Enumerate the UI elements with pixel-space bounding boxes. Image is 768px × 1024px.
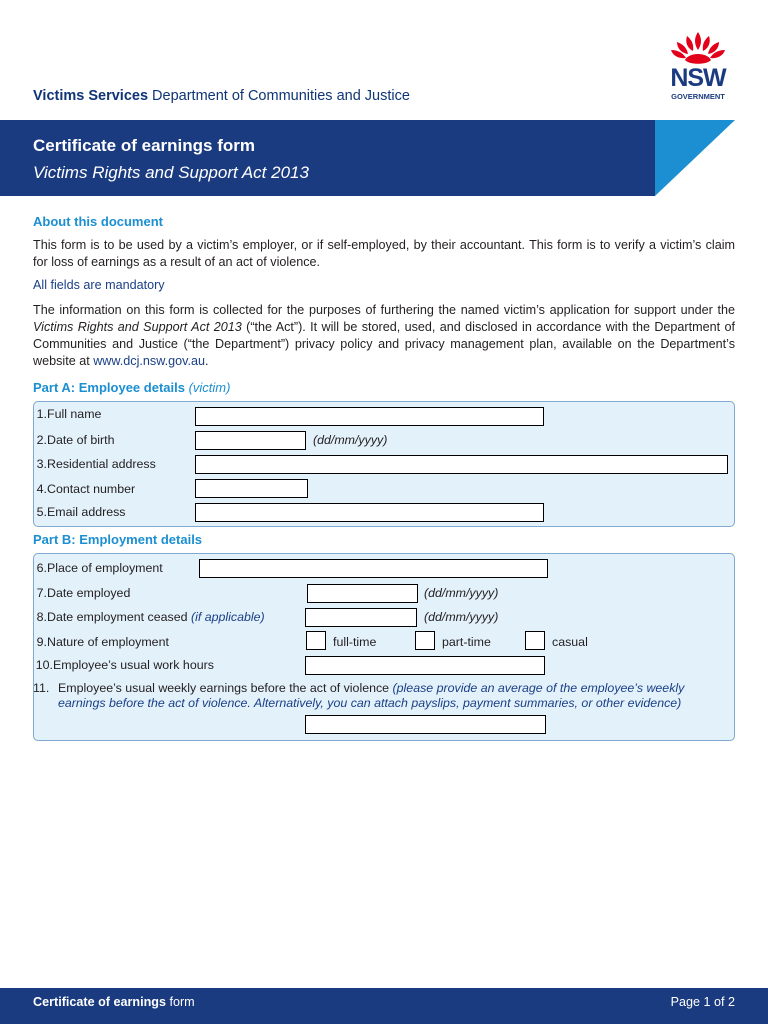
field-number: 10. bbox=[35, 658, 53, 672]
date-employed-input[interactable] bbox=[307, 584, 418, 603]
field-label-text: Nature of employment bbox=[47, 635, 169, 649]
full-name-input[interactable] bbox=[195, 407, 544, 426]
full-time-checkbox[interactable] bbox=[306, 631, 326, 650]
part-time-checkbox[interactable] bbox=[415, 631, 435, 650]
logo-subtext: GOVERNMENT bbox=[671, 92, 725, 101]
date-of-birth-input[interactable] bbox=[195, 431, 306, 450]
field-label-text: Date employment ceased bbox=[47, 610, 188, 624]
part-a-note: (victim) bbox=[188, 380, 231, 395]
privacy-text-end: . bbox=[204, 354, 209, 368]
date-employed-hint: (dd/mm/yyyy) bbox=[424, 586, 499, 600]
field-10-label bbox=[33, 658, 214, 672]
footer-title bbox=[33, 995, 195, 1009]
field-number: 6. bbox=[36, 561, 47, 575]
place-of-employment-input[interactable] bbox=[199, 559, 548, 578]
part-a-title: Part A: Employee details bbox=[33, 380, 185, 395]
field-number: 8. bbox=[36, 610, 47, 624]
email-address-input[interactable] bbox=[195, 503, 544, 522]
full-time-label: full-time bbox=[333, 635, 377, 649]
dob-format-hint: (dd/mm/yyyy) bbox=[313, 433, 388, 447]
form-title: Certificate of earnings form bbox=[33, 136, 255, 155]
casual-checkbox[interactable] bbox=[525, 631, 545, 650]
footer-title-rest: form bbox=[169, 995, 195, 1009]
part-time-label: part-time bbox=[442, 635, 491, 649]
title-banner bbox=[0, 120, 655, 196]
field-6-label bbox=[33, 561, 163, 575]
page-number: Page 1 of 2 bbox=[670, 995, 735, 1009]
field-4-label bbox=[33, 482, 135, 496]
dcj-website-link[interactable]: www.dcj.nsw.gov.au bbox=[93, 354, 205, 368]
footer-title-bold: Certificate of earnings bbox=[33, 995, 166, 1009]
privacy-paragraph bbox=[33, 302, 735, 370]
field-2-label bbox=[33, 433, 115, 447]
org-name-bold: Victims Services bbox=[33, 88, 149, 104]
field-label-text: Contact number bbox=[47, 482, 136, 496]
field-8-label bbox=[33, 610, 265, 624]
field-number: 2. bbox=[36, 433, 47, 447]
field-number: 5. bbox=[36, 505, 47, 519]
field-11-note: (please provide an average of the employee’s weekly earnings before the act of violence. Alternatively, you can attach payslips, payment summaries, or other evidence) bbox=[58, 681, 685, 710]
field-3-label bbox=[33, 457, 156, 471]
field-label-text: Place of employment bbox=[47, 561, 163, 575]
logo-text: NSW bbox=[670, 64, 726, 92]
field-label-text: Employee’s usual work hours bbox=[53, 658, 214, 672]
field-number: 4. bbox=[36, 482, 47, 496]
banner-accent bbox=[655, 120, 735, 196]
weekly-earnings-input[interactable] bbox=[305, 715, 546, 734]
privacy-text-2: (“the Act”). It will be stored, used, and disclosed in accordance with the Department of Communities and Justice (“the Department”) privacy policy and privacy management plan, available on the Department’s website at bbox=[33, 320, 735, 368]
field-label-text: Date of birth bbox=[47, 433, 115, 447]
field-number: 1. bbox=[36, 407, 47, 421]
usual-work-hours-input[interactable] bbox=[305, 656, 545, 675]
field-label-text: Email address bbox=[47, 505, 126, 519]
field-label-text: Full name bbox=[47, 407, 102, 421]
org-name bbox=[33, 88, 410, 104]
field-number: 9. bbox=[36, 635, 47, 649]
field-7-label bbox=[33, 586, 130, 600]
part-a-heading bbox=[33, 380, 230, 395]
about-heading: About this document bbox=[33, 214, 163, 229]
field-9-label bbox=[33, 635, 169, 649]
field-1-label bbox=[33, 407, 101, 421]
casual-label: casual bbox=[552, 635, 588, 649]
about-paragraph: This form is to be used by a victim’s employer, or if self-employed, by their accountant. This form is to verify a victim’s claim for loss of earnings as a result of an act of violence. bbox=[33, 238, 735, 269]
field-8-note: (if applicable) bbox=[190, 610, 265, 624]
field-5-label bbox=[33, 505, 126, 519]
field-label-text: Employee’s usual weekly earnings before the act of violence bbox=[58, 681, 390, 695]
mandatory-note: All fields are mandatory bbox=[33, 278, 165, 292]
date-ceased-hint: (dd/mm/yyyy) bbox=[424, 610, 499, 624]
field-11-number: 11. bbox=[33, 681, 50, 695]
form-subtitle: Victims Rights and Support Act 2013 bbox=[33, 163, 309, 182]
field-number: 7. bbox=[36, 586, 47, 600]
field-label-text: Date employed bbox=[47, 586, 131, 600]
org-name-dept: Department of Communities and Justice bbox=[152, 88, 410, 104]
date-employment-ceased-input[interactable] bbox=[305, 608, 417, 627]
contact-number-input[interactable] bbox=[195, 479, 308, 498]
privacy-text-1: The information on this form is collected for the purposes of furthering the named victim’s application for support under the bbox=[33, 303, 735, 317]
residential-address-input[interactable] bbox=[195, 455, 728, 474]
field-label-text: Residential address bbox=[47, 457, 156, 471]
field-11-label bbox=[58, 681, 730, 711]
act-name: Victims Rights and Support Act 2013 bbox=[33, 320, 242, 334]
nsw-government-logo bbox=[663, 30, 733, 106]
field-number: 3. bbox=[36, 457, 47, 471]
part-b-heading: Part B: Employment details bbox=[33, 532, 203, 547]
